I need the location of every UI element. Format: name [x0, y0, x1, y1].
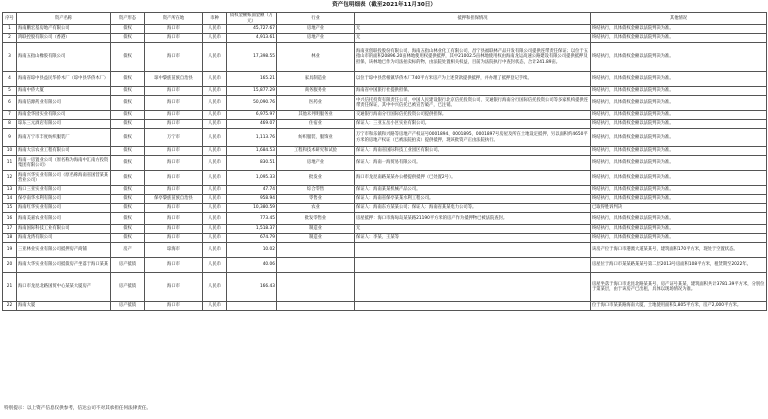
- cell-name: 海南信源药业有限公司: [17, 96, 111, 111]
- cell-cur: 人民币: [203, 195, 227, 204]
- cell-industry: 纺织服装、服饰业: [277, 129, 355, 147]
- cell-industry: 批发业: [277, 171, 355, 186]
- cell-name: 海南万宁市丰度纺织服装厂: [17, 129, 111, 147]
- cell-guarantee: 保证人：海南一海贸易有限公司。: [355, 156, 591, 171]
- cell-form: 债权: [111, 225, 145, 234]
- cell-amount: 165.21: [227, 72, 277, 87]
- cell-name: 海南红华实业有限公司: [17, 204, 111, 213]
- cell-industry: 工程和技术研究和试验: [277, 147, 355, 156]
- cell-other: 终结执行，具体债权金额以法院判决为准。: [591, 225, 767, 234]
- cell-no: 7: [3, 111, 17, 120]
- cell-industry: 综合零售: [277, 186, 355, 195]
- cell-amount: 17,398.55: [227, 43, 277, 72]
- header-name: 资产名称: [17, 13, 111, 25]
- cell-guarantee: 保证人：李某、王某等: [355, 234, 591, 243]
- cell-industry: [277, 273, 355, 302]
- cell-cur: 人民币: [203, 258, 227, 273]
- cell-form: 债权: [111, 87, 145, 96]
- cell-guarantee: 保证人：海南东方某某公司；保证人：海南省某某电力公司等。: [355, 204, 591, 213]
- cell-amount: 45,727.67: [227, 25, 277, 34]
- cell-industry: 房地产业: [277, 25, 355, 34]
- cell-name: 海南兴华实业有限公司（原名称海南省国营某某营业公司）: [17, 171, 111, 186]
- cell-industry: 房地产业: [277, 34, 355, 43]
- cell-cur: 人民币: [203, 34, 227, 43]
- cell-no: 19: [3, 243, 17, 258]
- cell-form: 债权: [111, 171, 145, 186]
- cell-cur: 人民币: [203, 72, 227, 87]
- cell-form: 债权: [111, 213, 145, 225]
- cell-industry: 零售业: [277, 195, 355, 204]
- table-row: [3, 156, 767, 171]
- cell-amount: 1,684.53: [227, 147, 277, 156]
- cell-other: 终结执行，具体债权金额以法院判决为准。: [591, 111, 767, 120]
- cell-other: 终结执行，具体债权金额以法院判决为准。: [591, 120, 767, 129]
- cell-industry: 医药业: [277, 96, 355, 111]
- cell-form: 债权: [111, 120, 145, 129]
- cell-no: 9: [3, 129, 17, 147]
- header-no: 序号: [3, 13, 17, 25]
- cell-loc: 万宁市: [145, 129, 203, 147]
- cell-guarantee: 无: [355, 25, 591, 34]
- cell-amount: 830.51: [227, 156, 277, 171]
- cell-form: 债权: [111, 72, 145, 87]
- cell-industry: 制造业: [277, 234, 355, 243]
- header-form: 资产形态: [111, 13, 145, 25]
- cell-other: 终结执行，具体债权金额以法院判决为准。: [591, 34, 767, 43]
- cell-cur: 人民币: [203, 43, 227, 72]
- cell-name: 海南一房置业公司（原名称为海南中汇南方投资集团有限公司）: [17, 156, 111, 171]
- cell-amount: 47.74: [227, 186, 277, 195]
- cell-name: 海南龙湾有限公司: [17, 234, 111, 243]
- cell-loc: 海口市: [145, 186, 203, 195]
- cell-guarantee: [355, 243, 591, 258]
- cell-cur: 人民币: [203, 120, 227, 129]
- cell-amount: [227, 302, 277, 311]
- cell-no: 11: [3, 156, 17, 171]
- cell-guarantee: 以位于琼中县营根镇华侨木厂740平方米房产为上述贷款提供抵押，并办理了抵押登记手续。: [355, 72, 591, 87]
- cell-loc: 海口市: [145, 258, 203, 273]
- table-row: [3, 195, 767, 204]
- table-row: [3, 34, 767, 43]
- cell-guarantee: 万宁市和乐镇和兴路等房地产产权证号0001894、0001895、0001897号房屋及所在土地设定抵押，另以面积约4650平方米的房地产权证（已被法院拍卖）提供抵押，现该批资产正由法院执行。: [355, 129, 591, 147]
- cell-name: 琼东三元酒店有限公司: [17, 120, 111, 129]
- cell-cur: 人民币: [203, 147, 227, 156]
- cell-name: 海南大宗农业工程有限公司: [17, 147, 111, 156]
- cell-name: 海口市龙昆北路国贸中心某某大厦房产: [17, 273, 111, 302]
- cell-guarantee: 无: [355, 34, 591, 43]
- cell-industry: [277, 302, 355, 311]
- cell-industry: 农业: [277, 204, 355, 213]
- cell-no: 15: [3, 204, 17, 213]
- disclaimer-note: 特别提示：以上资产信息仅供参考，信达公司不对其承担任何法律责任。: [4, 406, 152, 411]
- cell-name: 三亚林业实业有限公司抵押房产商铺: [17, 243, 111, 258]
- cell-name: 海南五指山橡胶有限公司: [17, 43, 111, 72]
- cell-cur: 人民币: [203, 302, 227, 311]
- cell-loc: 海口市: [145, 25, 203, 34]
- table-row: [3, 43, 767, 72]
- table-row: [3, 129, 767, 147]
- cell-amount: 958.94: [227, 195, 277, 204]
- cell-loc: 海口市: [145, 34, 203, 43]
- cell-amount: 1,113.76: [227, 129, 277, 147]
- table-row: [3, 234, 767, 243]
- cell-amount: 469.07: [227, 120, 277, 129]
- cell-cur: 人民币: [203, 243, 227, 258]
- cell-form: 债权: [111, 195, 145, 204]
- cell-industry: 制造业: [277, 225, 355, 234]
- cell-cur: 人民币: [203, 204, 227, 213]
- cell-other: 终结执行，具体债权金额以法院判决为准。: [591, 156, 767, 171]
- cell-name: 保亭南华水利有限公司: [17, 195, 111, 204]
- header-industry: 行业: [277, 13, 355, 25]
- cell-no: 16: [3, 213, 17, 225]
- cell-cur: 人民币: [203, 186, 227, 195]
- cell-loc: 海口市: [145, 96, 203, 111]
- table-row: [3, 213, 767, 225]
- cell-cur: 人民币: [203, 129, 227, 147]
- cell-guarantee: 保证人：海南某某机械产品公司。: [355, 186, 591, 195]
- cell-no: 5: [3, 87, 17, 96]
- table-row: [3, 225, 767, 234]
- table-row: [3, 147, 767, 156]
- cell-cur: 人民币: [203, 234, 227, 243]
- cell-industry: 商务服务业: [277, 87, 355, 96]
- cell-loc: 海口市: [145, 234, 203, 243]
- cell-form: 债权: [111, 129, 145, 147]
- cell-name: 海南鹏宏基房地产有限公司: [17, 25, 111, 34]
- header-currency: 币种: [203, 13, 227, 25]
- cell-cur: 人民币: [203, 96, 227, 111]
- cell-name: 鸿联控股有限公司（香港）: [17, 34, 111, 43]
- cell-name: 海口三亚实业有限公司: [17, 186, 111, 195]
- cell-amount: 10,380.59: [227, 204, 277, 213]
- cell-other: 房屋位于海口市某某路某某号第二层2013号房面积108平方米，租赁期至2022年。: [591, 258, 767, 273]
- table-row: [3, 171, 767, 186]
- cell-loc: 海口市: [145, 171, 203, 186]
- cell-no: 13: [3, 186, 17, 195]
- cell-name: 海南美嘉农业有限公司: [17, 213, 111, 225]
- cell-industry: [277, 258, 355, 273]
- cell-form: 债权: [111, 111, 145, 120]
- cell-other: 终结执行，具体债权金额以法院判决为准。: [591, 43, 767, 72]
- cell-other: 位于海口市某某路海南大厦，土地使用面积1,805平方米，房产2,000平方米。: [591, 302, 767, 311]
- cell-name: 海南中侨大厦: [17, 87, 111, 96]
- cell-guarantee: 保证人：三亚五岳小区实业有限公司。: [355, 120, 591, 129]
- cell-cur: 人民币: [203, 171, 227, 186]
- cell-name: 海南省琼中县益民华侨木厂（琼中县华侨木厂）: [17, 72, 111, 87]
- cell-form: 房产: [111, 243, 145, 258]
- cell-form: 债权: [111, 234, 145, 243]
- table-row: [3, 120, 767, 129]
- table-row: [3, 72, 767, 87]
- cell-amount: 1,518.37: [227, 225, 277, 234]
- cell-cur: 人民币: [203, 213, 227, 225]
- cell-other: 终结执行，具体债权金额以法院判决为准。: [591, 87, 767, 96]
- cell-guarantee: 保证人：海南省国际科技工业园区有限公司。: [355, 147, 591, 156]
- cell-guarantee: 海南亚创联投股份有限公司、海南五指山林业化工有限公司、昌宁县福联林产品开发有限公司提供连带责任保证；以位于五指山市的面积20896.20亩林地使用权提供抵押，其中21002.5亩林地使用权由海南龙运高速公路建设有限公司提供抵押及担保，该林地已作为司法拍卖标的物，由法院处置相关权益，目前为法院执行中查封状态，合计241.89亩。: [355, 43, 591, 72]
- cell-other: 终结执行，具体债权金额以法院判决为准。: [591, 129, 767, 147]
- cell-loc: 海口市: [145, 87, 203, 96]
- cell-amount: 773.45: [227, 213, 277, 225]
- table-row: [3, 204, 767, 213]
- cell-amount: 40.06: [227, 258, 277, 273]
- cell-form: 债权: [111, 43, 145, 72]
- cell-guarantee: 海南省中国旅行社提供担保。: [355, 87, 591, 96]
- cell-loc: 海口市: [145, 273, 203, 302]
- cell-form: 债权: [111, 186, 145, 195]
- cell-form: 房产抵债: [111, 258, 145, 273]
- cell-cur: 人民币: [203, 25, 227, 34]
- cell-amount: 166.43: [227, 273, 277, 302]
- cell-loc: 琼海市: [145, 243, 203, 258]
- table-header-row: [3, 13, 767, 25]
- cell-loc: 海口市: [145, 225, 203, 234]
- cell-no: 2: [3, 34, 17, 43]
- cell-industry: 批发零售业: [277, 213, 355, 225]
- cell-form: 债权: [111, 204, 145, 213]
- cell-loc: 海口市: [145, 302, 203, 311]
- cell-guarantee: [355, 258, 591, 273]
- cell-form: 房产抵债: [111, 302, 145, 311]
- header-amount: 债权金额账面金额（万元）: [227, 13, 277, 25]
- cell-guarantee: 无: [355, 225, 591, 234]
- cell-other: 终结执行，具体债权金额以法院判决为准。: [591, 234, 767, 243]
- cell-other: 终结执行，具体债权金额以法院判决为准。: [591, 147, 767, 156]
- cell-industry: 房地产业: [277, 156, 355, 171]
- header-other: 其他情况: [591, 13, 767, 25]
- cell-other: 房屋坐落于海口市龙昆北路某某号，房产证号某某，建筑面积共计3781.39平方米，分别位于第某层，由于该房产已出租，具体以现场情况为准。: [591, 273, 767, 302]
- cell-no: 14: [3, 195, 17, 204]
- cell-no: 1: [3, 25, 17, 34]
- cell-no: 20: [3, 258, 17, 273]
- cell-no: 6: [3, 96, 17, 111]
- table-row: [3, 273, 767, 302]
- table-row: [3, 302, 767, 311]
- cell-name: 海南金华园实业有限公司: [17, 111, 111, 120]
- table-row: [3, 243, 767, 258]
- cell-loc: 海口市: [145, 111, 203, 120]
- cell-loc: 琼中黎族苗族自治县: [145, 72, 203, 87]
- cell-amount: 50,090.76: [227, 96, 277, 111]
- cell-no: 21: [3, 273, 17, 302]
- cell-other: 终结执行，具体债权金额以法院判决为准。: [591, 96, 767, 111]
- asset-table: [2, 12, 767, 311]
- cell-guarantee: [355, 302, 591, 311]
- cell-other: 终结执行，具体债权金额以法院判决为准。: [591, 171, 767, 186]
- cell-name: 海南大华实业有限公司抵债房产坐落于海口某某: [17, 258, 111, 273]
- cell-no: 18: [3, 234, 17, 243]
- cell-no: 12: [3, 171, 17, 186]
- cell-form: 房产抵债: [111, 273, 145, 302]
- cell-amount: 6,975.97: [227, 111, 277, 120]
- cell-form: 债权: [111, 34, 145, 43]
- cell-cur: 人民币: [203, 87, 227, 96]
- cell-loc: 海口市: [145, 156, 203, 171]
- cell-cur: 人民币: [203, 225, 227, 234]
- cell-other: 终结执行，具体债权金额以法院判决为准。: [591, 186, 767, 195]
- cell-industry: 住宿业: [277, 120, 355, 129]
- cell-loc: 保亭黎族苗族自治县: [145, 195, 203, 204]
- table-row: [3, 96, 767, 111]
- cell-cur: 人民币: [203, 111, 227, 120]
- cell-no: 3: [3, 43, 17, 72]
- cell-guarantee: 保证人：海南省保亭某某水利工程公司。: [355, 195, 591, 204]
- cell-other: 终结执行，具体债权金额以法院判决为准。: [591, 195, 767, 204]
- table-row: [3, 258, 767, 273]
- cell-form: 债权: [111, 147, 145, 156]
- cell-cur: 人民币: [203, 273, 227, 302]
- cell-loc: 海口市: [145, 147, 203, 156]
- cell-amount: 10.02: [227, 243, 277, 258]
- cell-amount: 1,095.33: [227, 171, 277, 186]
- cell-form: 债权: [111, 96, 145, 111]
- table-row: [3, 25, 767, 34]
- cell-industry: [277, 243, 355, 258]
- cell-loc: 海口市: [145, 43, 203, 72]
- cell-no: 4: [3, 72, 17, 87]
- cell-amount: 674.79: [227, 234, 277, 243]
- page-title: 资产包明细表（截至2021年11月30日）: [332, 2, 436, 8]
- cell-other: 终结执行，具体债权金额以法院判决为准。: [591, 25, 767, 34]
- cell-other: 终结执行，具体债权金额以法院判决为准。: [591, 213, 767, 225]
- cell-guarantee: 中兴信托投资有限责任公司、中国人民建设银行北京信托投资公司、交通银行海南分行国际信托投资公司等多家机构提供连带责任保证，其中中兴信托已被宣告破产，已注销。: [355, 96, 591, 111]
- cell-industry: 林业: [277, 43, 355, 72]
- cell-loc: 海口市: [145, 213, 203, 225]
- cell-name: 海南大厦: [17, 302, 111, 311]
- table-row: [3, 111, 767, 120]
- cell-form: 债权: [111, 25, 145, 34]
- cell-guarantee: [355, 273, 591, 302]
- cell-loc: 海口市: [145, 120, 203, 129]
- table-row: [3, 87, 767, 96]
- cell-other: 该房产位于海口市港澳大道某某号，建筑面积170平方米，现处于空置状态。: [591, 243, 767, 258]
- cell-industry: 其他未列明服务业: [277, 111, 355, 120]
- cell-other: 终结执行，具体债权金额以法院判决为准。: [591, 72, 767, 87]
- cell-no: 22: [3, 302, 17, 311]
- header-guarantee: 抵押和担保情况: [355, 13, 591, 25]
- cell-form: 债权: [111, 156, 145, 171]
- cell-no: 10: [3, 147, 17, 156]
- table-body: [3, 25, 767, 311]
- cell-guarantee: 海口市龙昆南路某某办公楼提供抵押（已处置2号）。: [355, 171, 591, 186]
- cell-guarantee: 房屋抵押：海口市海甸岛某某路21190平方米的房产作为抵押物已被法院查封。: [355, 213, 591, 225]
- cell-no: 17: [3, 225, 17, 234]
- cell-guarantee: 交通银行海南分行国际信托投资公司提供担保。: [355, 111, 591, 120]
- cell-name: 海南国际科技工业有限公司: [17, 225, 111, 234]
- cell-other: 已取得胜诉判决: [591, 204, 767, 213]
- cell-industry: 家具制造业: [277, 72, 355, 87]
- header-location: 资产所在地: [145, 13, 203, 25]
- cell-loc: 海口市: [145, 204, 203, 213]
- cell-amount: 4,913.61: [227, 34, 277, 43]
- cell-no: 8: [3, 120, 17, 129]
- table-row: [3, 186, 767, 195]
- cell-cur: 人民币: [203, 156, 227, 171]
- cell-amount: 15,877.29: [227, 87, 277, 96]
